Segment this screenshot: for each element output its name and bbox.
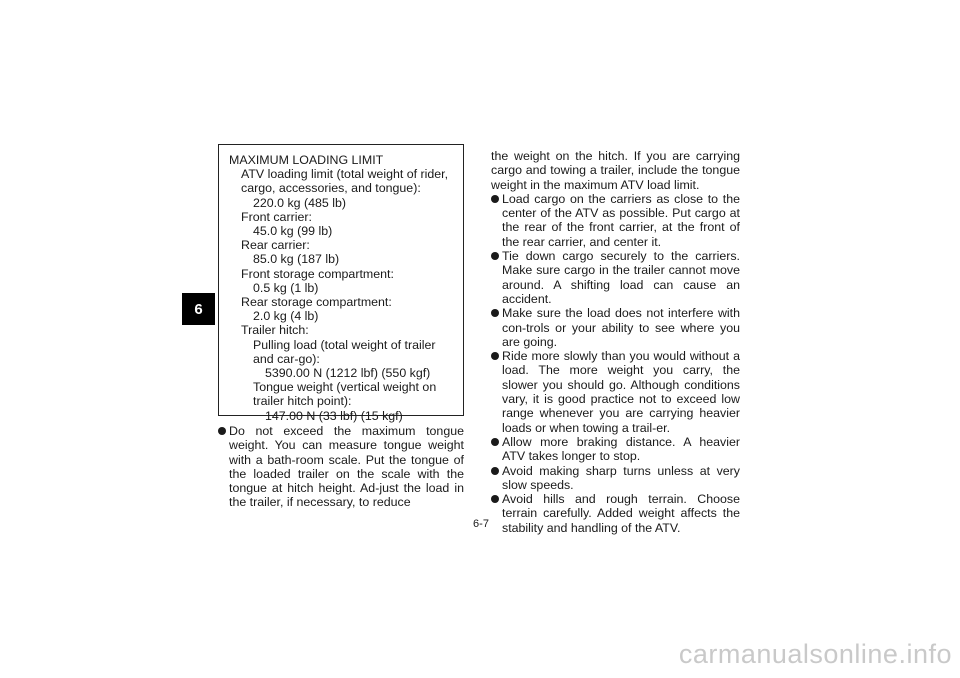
left-column (218, 424, 464, 510)
bullet-icon (491, 467, 499, 475)
max-loading-limit-box (218, 144, 464, 423)
atv-limit-label: ATV loading limit (total weight of rider, cargo, accessories, and tongue): (241, 167, 449, 196)
rear-storage-label: Rear storage compartment: (241, 295, 392, 310)
rear-carrier-value: 85.0 kg (187 lb) (253, 252, 340, 267)
trailer-hitch-label: Trailer hitch: (241, 323, 309, 338)
spec-title: MAXIMUM LOADING LIMIT (229, 153, 384, 167)
bullet-icon (491, 438, 499, 446)
list-item (491, 249, 740, 306)
list-item (491, 435, 740, 464)
list-item (491, 349, 740, 435)
bullet-icon (491, 352, 499, 360)
list-item (491, 306, 740, 349)
continuation-paragraph: the weight on the hitch. If you are carrying cargo and towing a trailer, include the tongue weight in the maximum ATV load limit. (491, 149, 740, 192)
bullet-text: Make sure the load does not interfere with con-trols or your ability to see where you are going. (502, 306, 740, 349)
tongue-weight-value: 147.00 N (33 lbf) (15 kgf) (265, 408, 403, 423)
list-item (491, 192, 740, 249)
list-item (218, 424, 464, 510)
bullet-text: Do not exceed the maximum tongue weight. You can measure tongue weight with a bath-room scale. Put the tongue of the loaded trailer on the scale with the tongue at hitch height. Ad-just the load in the trailer, if necessary, to reduce (229, 424, 464, 510)
front-carrier-label: Front carrier: (241, 209, 312, 224)
right-column (491, 149, 740, 535)
bullet-text: Load cargo on the carriers as close to the center of the ATV as possible. Put cargo at the rear of the front carrier, at the front of the rear carrier, and center it. (502, 191, 740, 249)
pulling-load-label: Pulling load (total weight of trailer and car-go): (253, 337, 436, 366)
bullet-icon (491, 495, 499, 503)
list-item (491, 464, 740, 493)
rear-storage-value: 2.0 kg (4 lb) (253, 309, 319, 324)
tongue-weight-label: Tongue weight (vertical weight on trailer hitch point): (253, 380, 437, 409)
bullet-text: Tie down cargo securely to the carriers. Make sure cargo in the trailer cannot move around. A shifting load can cause an accident. (502, 249, 740, 306)
list-item (491, 492, 740, 535)
bullet-text: Allow more braking distance. A heavier ATV takes longer to stop. (502, 434, 740, 464)
atv-limit-value: 220.0 kg (485 lb) (253, 195, 346, 210)
rear-carrier-label: Rear carrier: (241, 238, 310, 253)
bullet-icon (491, 309, 499, 317)
front-storage-label: Front storage compartment: (241, 266, 394, 281)
front-carrier-value: 45.0 kg (99 lb) (253, 224, 333, 239)
watermark: carmanualsonline.info (678, 639, 952, 669)
bullet-icon (491, 252, 499, 260)
pulling-load-value: 5390.00 N (1212 lbf) (550 kgf) (265, 366, 431, 381)
bullet-text: Ride more slowly than you would without a load. The more weight you carry, the slower you should go. Although conditions vary, it is good practice not to exceed low range whenever you are carrying heavier loads or when towing a trail-er. (502, 349, 740, 435)
bullet-text: Avoid making sharp turns unless at very slow speeds. (502, 463, 740, 492)
chapter-tab: 6 (182, 293, 215, 325)
bullet-icon (218, 427, 226, 435)
bullet-text: Avoid hills and rough terrain. Choose terrain carefully. Added weight affects the stability and handling of the ATV. (502, 492, 740, 535)
front-storage-value: 0.5 kg (1 lb) (253, 280, 319, 295)
bullet-icon (491, 195, 499, 203)
page-number: 6-7 (473, 518, 489, 530)
